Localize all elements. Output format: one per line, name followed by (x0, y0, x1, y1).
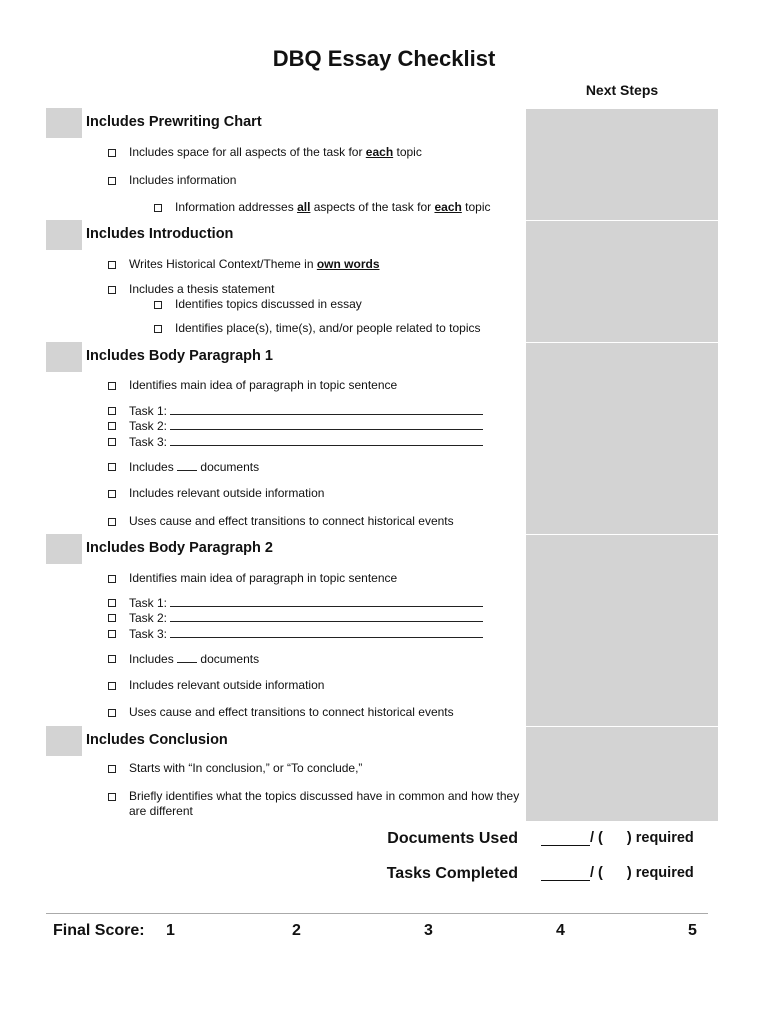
section-heading: Includes Conclusion (86, 732, 228, 748)
tasks-completed-label: Tasks Completed (386, 865, 518, 882)
section-heading: Includes Body Paragraph 1 (86, 348, 273, 364)
checklist-subitem: Identifies topics discussed in essay (154, 297, 362, 312)
checklist-item: Writes Historical Context/Theme in own words (108, 257, 380, 272)
checkbox-icon[interactable] (108, 599, 116, 607)
checkbox-icon[interactable] (108, 614, 116, 622)
section-checkbox[interactable] (46, 342, 82, 372)
document-count-blank[interactable] (177, 459, 197, 471)
score-option-2[interactable]: 2 (292, 922, 301, 939)
checkbox-icon[interactable] (108, 177, 116, 185)
task-line: Task 1: (108, 595, 483, 611)
document-count-blank[interactable] (177, 651, 197, 663)
checkbox-icon[interactable] (108, 655, 116, 663)
checklist-item: Starts with “In conclusion,” or “To conclude,” (108, 761, 362, 776)
divider (46, 913, 708, 914)
section-conclusion (46, 726, 718, 820)
section-checkbox[interactable] (46, 726, 82, 756)
checklist-subitem: Information addresses all aspects of the task for each topic (154, 200, 491, 215)
checkbox-icon[interactable] (108, 149, 116, 157)
checkbox-icon[interactable] (108, 261, 116, 269)
checklist-item: Includes space for all aspects of the task for each topic (108, 145, 422, 160)
next-steps-box[interactable] (526, 726, 718, 821)
next-steps-box[interactable] (526, 342, 718, 535)
checkbox-icon[interactable] (108, 682, 116, 690)
checkbox-icon[interactable] (108, 382, 116, 390)
score-option-1[interactable]: 1 (166, 922, 175, 939)
task-blank[interactable] (170, 595, 483, 607)
next-steps-box[interactable] (526, 534, 718, 727)
checkbox-icon[interactable] (108, 575, 116, 583)
task-blank[interactable] (170, 610, 483, 622)
checkbox-icon[interactable] (154, 204, 162, 212)
next-steps-box[interactable] (526, 220, 718, 343)
checkbox-icon[interactable] (108, 765, 116, 773)
checklist-item: Includes documents (108, 651, 259, 667)
page-title: DBQ Essay Checklist (272, 46, 496, 71)
checkbox-icon[interactable] (108, 793, 116, 801)
task-line: Task 3: (108, 434, 483, 450)
checklist-item: Includes relevant outside information (108, 486, 324, 501)
checkbox-icon[interactable] (108, 438, 116, 446)
checkbox-icon[interactable] (154, 325, 162, 333)
section-checkbox[interactable] (46, 220, 82, 250)
checkbox-icon[interactable] (108, 407, 116, 415)
task-blank[interactable] (170, 403, 483, 415)
task-blank[interactable] (170, 626, 483, 638)
checklist-item: Includes relevant outside information (108, 678, 324, 693)
score-option-4[interactable]: 4 (556, 922, 565, 939)
section-introduction (46, 220, 718, 342)
checkbox-icon[interactable] (108, 518, 116, 526)
checkbox-icon[interactable] (108, 463, 116, 471)
checkbox-icon[interactable] (108, 490, 116, 498)
score-option-5[interactable]: 5 (688, 922, 697, 939)
checklist-item: Includes information (108, 173, 236, 188)
next-steps-header: Next Steps (585, 82, 659, 98)
task-blank[interactable] (170, 418, 483, 430)
checklist-item: Briefly identifies what the topics discussed have in common and how they are different (108, 789, 528, 819)
task-line: Task 1: (108, 403, 483, 419)
documents-used-field: / ( ) required (541, 830, 694, 846)
checkbox-icon[interactable] (108, 422, 116, 430)
documents-used-label: Documents Used (387, 830, 518, 847)
section-checkbox[interactable] (46, 108, 82, 138)
task-line: Task 2: (108, 418, 483, 434)
checkbox-icon[interactable] (108, 286, 116, 294)
checklist-item: Uses cause and effect transitions to connect historical events (108, 705, 454, 720)
checkbox-icon[interactable] (108, 630, 116, 638)
tasks-completed-field: / ( ) required (541, 865, 694, 881)
checkbox-icon[interactable] (108, 709, 116, 717)
checklist-item: Includes a thesis statement (108, 282, 274, 297)
section-body-paragraph-2 (46, 534, 718, 726)
score-option-3[interactable]: 3 (424, 922, 433, 939)
tasks-completed-blank[interactable] (541, 866, 590, 881)
checkbox-icon[interactable] (154, 301, 162, 309)
documents-used-blank[interactable] (541, 831, 590, 846)
section-checkbox[interactable] (46, 534, 82, 564)
checklist-item: Identifies main idea of paragraph in topic sentence (108, 571, 397, 586)
checklist-item: Uses cause and effect transitions to connect historical events (108, 514, 454, 529)
checklist-item: Identifies main idea of paragraph in topic sentence (108, 378, 397, 393)
section-heading: Includes Prewriting Chart (86, 114, 262, 130)
task-line: Task 2: (108, 610, 483, 626)
section-heading: Includes Introduction (86, 226, 234, 242)
checklist-subitem: Identifies place(s), time(s), and/or people related to topics (154, 321, 480, 336)
final-score-label: Final Score: (53, 922, 145, 939)
task-blank[interactable] (170, 434, 483, 446)
section-heading: Includes Body Paragraph 2 (86, 540, 273, 556)
checklist-item: Includes documents (108, 459, 259, 475)
next-steps-box[interactable] (526, 108, 718, 221)
section-body-paragraph-1 (46, 342, 718, 534)
section-prewriting-chart (46, 108, 718, 220)
task-line: Task 3: (108, 626, 483, 642)
